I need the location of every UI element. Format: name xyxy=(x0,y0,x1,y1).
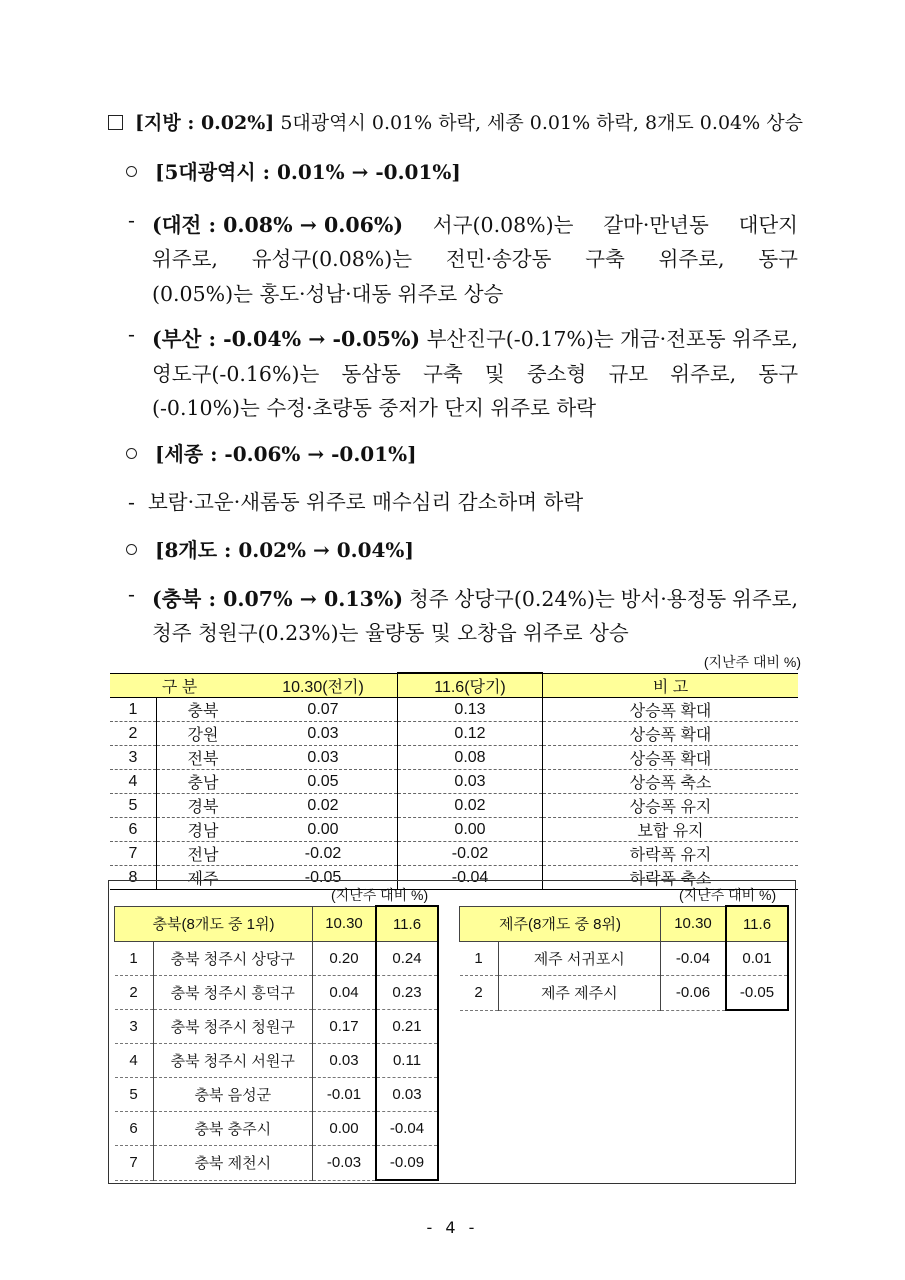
item-busan-line2: 영도구(-0.16%)는 동삼동 구축 및 중소형 규모 위주로, 동구 xyxy=(152,362,798,386)
table-row xyxy=(115,942,439,976)
remark-cell: 상승폭 확대 xyxy=(543,746,799,770)
page-number: - 4 - xyxy=(426,1218,479,1237)
item-daejeon-line3: (0.05%)는 홍도·성남·대동 위주로 상승 xyxy=(152,282,504,306)
right-table-unit: (지난주 대비 %) xyxy=(679,887,777,903)
previous-value-cell: 0.17 xyxy=(313,1010,377,1044)
rank-cell: 4 xyxy=(115,1044,154,1078)
item-daejeon-line1: - xyxy=(128,208,135,232)
previous-value-cell: -0.03 xyxy=(313,1146,377,1181)
previous-value-cell: 0.00 xyxy=(249,818,398,842)
previous-value-cell: 0.05 xyxy=(249,770,398,794)
item-daejeon-line1: (대전 : 0.08% → 0.06%) 서구(0.08%)는 갈마·만년동 대단지 xyxy=(152,213,798,237)
previous-value-cell: -0.05 xyxy=(249,866,398,890)
header-previous: 10.30 xyxy=(313,906,377,942)
header-region: 충북(8개도 중 1위) xyxy=(115,906,313,942)
header-current: 11.6 xyxy=(376,906,438,942)
district-cell: 충북 음성군 xyxy=(153,1078,313,1112)
current-value-cell: -0.04 xyxy=(376,1112,438,1146)
previous-value-cell: 0.07 xyxy=(249,698,398,722)
current-value-cell: -0.05 xyxy=(726,976,788,1011)
previous-value-cell: -0.02 xyxy=(249,842,398,866)
region-cell: 충남 xyxy=(157,770,250,794)
district-cell: 충북 청주시 상당구 xyxy=(153,942,313,976)
header-current: 11.6(당기) xyxy=(398,673,543,698)
header-previous: 10.30(전기) xyxy=(249,673,398,698)
rank-cell: 1 xyxy=(110,698,157,722)
section-header xyxy=(108,108,803,135)
table-row xyxy=(110,842,798,866)
previous-value-cell: 0.02 xyxy=(249,794,398,818)
current-value-cell: 0.01 xyxy=(726,942,788,976)
table-row xyxy=(115,1112,439,1146)
current-value-cell: 0.23 xyxy=(376,976,438,1010)
table-row xyxy=(115,1010,439,1044)
table-row xyxy=(110,770,798,794)
item-busan-line3: (-0.10%)는 수정·초량동 중저가 단지 위주로 하락 xyxy=(152,396,596,420)
checkbox-square-icon xyxy=(108,115,123,130)
header-current: 11.6 xyxy=(726,906,788,942)
rank-cell: 3 xyxy=(115,1010,154,1044)
previous-value-cell: 0.00 xyxy=(313,1112,377,1146)
rank-cell: 5 xyxy=(115,1078,154,1112)
rank-cell: 6 xyxy=(115,1112,154,1146)
current-value-cell: 0.12 xyxy=(398,722,543,746)
current-value-cell: 0.03 xyxy=(398,770,543,794)
table-row xyxy=(115,1044,439,1078)
rank-cell: 2 xyxy=(115,976,154,1010)
table-row xyxy=(460,942,789,976)
detail-box xyxy=(108,880,796,1184)
district-cell: 제주 제주시 xyxy=(498,976,661,1011)
rank-cell: 6 xyxy=(110,818,157,842)
table-row xyxy=(115,976,439,1010)
item-sejong: - 보람·고운·새롬동 위주로 매수심리 감소하며 하락 xyxy=(128,490,584,514)
previous-value-cell: -0.04 xyxy=(661,942,727,976)
header-region: 제주(8개도 중 8위) xyxy=(460,906,661,942)
current-value-cell: 0.08 xyxy=(398,746,543,770)
group-heading-provinces: [8개도 : 0.02% → 0.04%] xyxy=(126,534,414,563)
table-row xyxy=(110,698,798,722)
previous-value-cell: 0.03 xyxy=(249,722,398,746)
rank-cell: 1 xyxy=(115,942,154,976)
table-row xyxy=(115,1078,439,1112)
circle-bullet-icon xyxy=(126,166,137,177)
table-row xyxy=(110,818,798,842)
table-row xyxy=(115,1146,439,1181)
table-row xyxy=(110,794,798,818)
rank-cell: 7 xyxy=(110,842,157,866)
table-header-row xyxy=(110,673,798,698)
previous-value-cell: 0.03 xyxy=(249,746,398,770)
previous-value-cell: 0.04 xyxy=(313,976,377,1010)
district-cell: 충북 청주시 흥덕구 xyxy=(153,976,313,1010)
district-cell: 충북 청주시 서원구 xyxy=(153,1044,313,1078)
circle-bullet-icon xyxy=(126,448,137,459)
item-busan-line1: (부산 : -0.04% → -0.05%) 부산진구(-0.17%)는 개금·전포동 위주로, xyxy=(152,327,798,351)
region-cell: 경북 xyxy=(157,794,250,818)
remark-cell: 하락폭 축소 xyxy=(543,866,799,890)
remark-cell: 상승폭 축소 xyxy=(543,770,799,794)
circle-bullet-icon xyxy=(126,544,137,555)
section-summary: 5대광역시 0.01% 하락, 세종 0.01% 하락, 8개도 0.04% 상승 xyxy=(280,112,803,134)
rank-cell: 5 xyxy=(110,794,157,818)
remark-cell: 보합 유지 xyxy=(543,818,799,842)
rank-cell: 1 xyxy=(460,942,499,976)
table-header-row xyxy=(460,906,789,942)
current-value-cell: 0.13 xyxy=(398,698,543,722)
previous-value-cell: 0.03 xyxy=(313,1044,377,1078)
header-category: 구 분 xyxy=(110,673,249,698)
current-value-cell: 0.21 xyxy=(376,1010,438,1044)
item-chungbuk-line1: (충북 : 0.07% → 0.13%) 청주 상당구(0.24%)는 방서·용정동 위주로, xyxy=(152,587,798,611)
header-previous: 10.30 xyxy=(661,906,727,942)
district-cell: 충북 제천시 xyxy=(153,1146,313,1181)
region-cell: 제주 xyxy=(157,866,250,890)
district-cell: 충북 충주시 xyxy=(153,1112,313,1146)
region-cell: 전남 xyxy=(157,842,250,866)
previous-value-cell: 0.20 xyxy=(313,942,377,976)
previous-value-cell: -0.01 xyxy=(313,1078,377,1112)
header-remark: 비 고 xyxy=(543,673,799,698)
current-value-cell: -0.04 xyxy=(398,866,543,890)
province-table xyxy=(110,672,798,890)
section-label: [지방 : 0.02%] xyxy=(135,112,275,134)
district-cell: 제주 서귀포시 xyxy=(498,942,661,976)
left-table-unit: (지난주 대비 %) xyxy=(331,887,429,903)
previous-value-cell: -0.06 xyxy=(661,976,727,1011)
rank-cell: 2 xyxy=(110,722,157,746)
rank-cell: 3 xyxy=(110,746,157,770)
jeju-table xyxy=(459,905,789,1011)
current-value-cell: 0.24 xyxy=(376,942,438,976)
table-row xyxy=(110,746,798,770)
item-chungbuk-dash: - xyxy=(128,582,135,606)
current-value-cell: -0.09 xyxy=(376,1146,438,1181)
remark-cell: 하락폭 유지 xyxy=(543,842,799,866)
district-cell: 충북 청주시 청원구 xyxy=(153,1010,313,1044)
item-busan-dash: - xyxy=(128,322,135,346)
region-cell: 충북 xyxy=(157,698,250,722)
table-header-row xyxy=(115,906,439,942)
remark-cell: 상승폭 확대 xyxy=(543,698,799,722)
region-cell: 전북 xyxy=(157,746,250,770)
group-heading-metro: [5대광역시 : 0.01% → -0.01%] xyxy=(126,156,461,185)
region-cell: 경남 xyxy=(157,818,250,842)
remark-cell: 상승폭 확대 xyxy=(543,722,799,746)
table-row xyxy=(460,976,789,1011)
item-chungbuk-line2: 청주 청원구(0.23%)는 율량동 및 오창읍 위주로 상승 xyxy=(152,621,629,645)
remark-cell: 상승폭 유지 xyxy=(543,794,799,818)
current-value-cell: 0.00 xyxy=(398,818,543,842)
region-cell: 강원 xyxy=(157,722,250,746)
rank-cell: 8 xyxy=(110,866,157,890)
group-heading-sejong: [세종 : -0.06% → -0.01%] xyxy=(126,438,417,467)
current-value-cell: 0.02 xyxy=(398,794,543,818)
rank-cell: 7 xyxy=(115,1146,154,1181)
chungbuk-table xyxy=(114,905,439,1181)
rank-cell: 2 xyxy=(460,976,499,1011)
table-row xyxy=(110,722,798,746)
current-value-cell: -0.02 xyxy=(398,842,543,866)
current-value-cell: 0.03 xyxy=(376,1078,438,1112)
rank-cell: 4 xyxy=(110,770,157,794)
current-value-cell: 0.11 xyxy=(376,1044,438,1078)
item-daejeon-line2: 위주로, 유성구(0.08%)는 전민·송강동 구축 위주로, 동구 xyxy=(152,247,798,271)
main-table-unit: (지난주 대비 %) xyxy=(703,654,801,670)
